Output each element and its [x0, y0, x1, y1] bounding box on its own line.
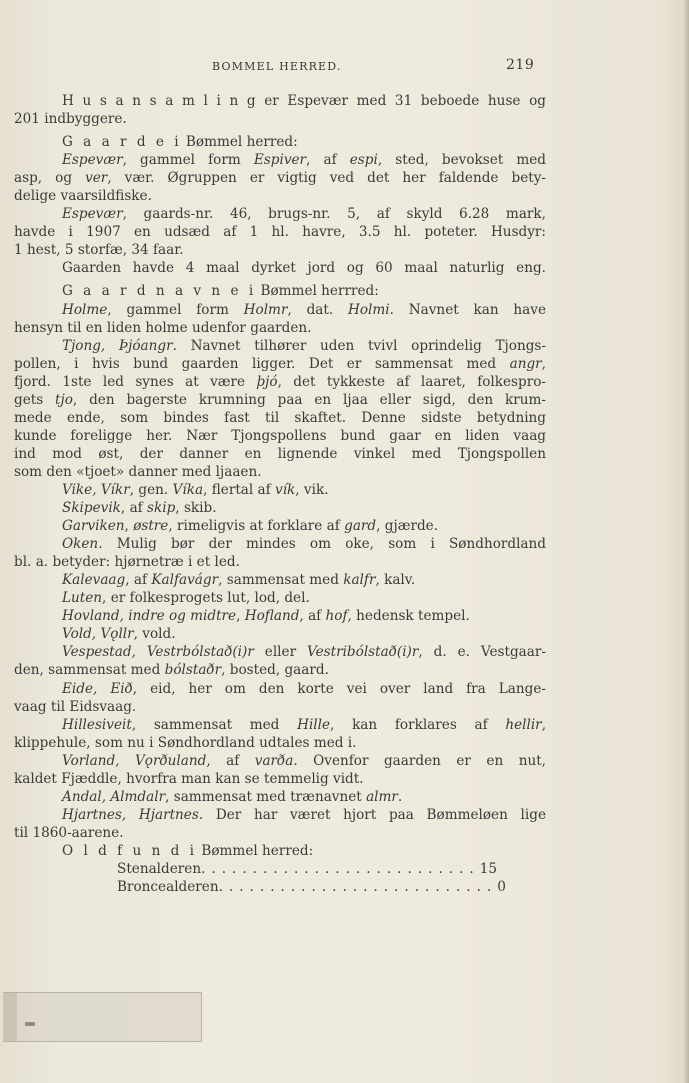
- text-line: 201 indbyggere.: [14, 111, 127, 128]
- tally-value: 15: [479, 860, 498, 877]
- italic-term: Vestribólstað(i)r: [307, 644, 419, 661]
- italic-term: Andal, Almdalr: [62, 788, 166, 805]
- text-line: ind mod øst, der danner en lignende vinkel med Tjongspollen: [14, 445, 546, 462]
- entry-tjong-l3: [14, 373, 546, 391]
- tally-label: Broncealderen: [117, 879, 219, 896]
- text-line: Bømmel herred:: [181, 134, 298, 151]
- text-run: , gen.: [129, 481, 173, 498]
- italic-term: Víka: [172, 481, 204, 498]
- text-run: , rimeligvis at forklare af: [168, 518, 345, 535]
- italic-term: Kalevaag: [62, 572, 126, 589]
- italic-term: Espiver: [253, 152, 307, 169]
- italic-term: Eide, Eið: [62, 680, 133, 697]
- text-run: pollen, i hvis bund gaarden ligger. Det er sammensat med: [14, 355, 510, 372]
- entry-tjong-l8: [14, 463, 546, 481]
- entry-vorland: [14, 752, 546, 770]
- italic-term: angr: [509, 355, 542, 372]
- entry-holme: [14, 301, 546, 319]
- entry-gaardsnr: [14, 205, 546, 223]
- text-line: Gaarden havde 4 maal dyrket jord og 60 maal naturlig eng.: [62, 260, 546, 277]
- entry-tjong-l4: [14, 391, 546, 409]
- text-line: kaldet Fjæddle, hvorfra man kan se temmelig vidt.: [14, 770, 364, 787]
- italic-term: vík: [275, 481, 296, 498]
- text-run: den, sammensat med: [14, 662, 165, 679]
- text-run: gets: [14, 391, 56, 408]
- entry-gaardsnr-cont: [14, 223, 546, 241]
- italic-term: ver: [85, 170, 108, 187]
- text-line: havde i 1907 en udsæd af 1 hl. havre, 3.5 hl. poteter. Husdyr:: [14, 224, 546, 241]
- entry-vike: [14, 481, 546, 499]
- italic-term: Oken: [62, 536, 99, 553]
- italic-term: Holmr: [243, 301, 288, 318]
- entry-holme-cont: [14, 319, 546, 337]
- text-run: , flertal af: [203, 481, 276, 498]
- entry-vespestad-cont: [14, 661, 546, 679]
- italic-term: Tjong, Þjóangr: [62, 337, 173, 354]
- text-run: . Navnet tilhører uden tvivl oprindelig Tjongs-: [172, 337, 546, 354]
- tally-row-broncealderen: [117, 878, 506, 896]
- leader-dots: ...........................: [218, 879, 498, 896]
- entry-eide: [14, 680, 546, 698]
- italic-term: Hille: [297, 716, 331, 733]
- text-run: , kan forklares af: [330, 716, 506, 733]
- text-run: ,: [236, 608, 245, 625]
- text-line: delige vaarsildfiske.: [14, 188, 152, 205]
- text-run: , sammensat med trænavnet: [165, 788, 367, 805]
- text-run: . Mulig bør der mindes om oke, som i Søndhordland: [98, 536, 546, 553]
- entry-luten: [14, 589, 546, 607]
- text-run: , af: [306, 152, 350, 169]
- text-run: , af: [125, 572, 152, 589]
- entry-andal: [14, 788, 546, 806]
- text-line: kunde foreligge her. Nær Tjongspollens bund gaar en liden vaag: [14, 427, 546, 444]
- spaced-heading: G a a r d e i: [62, 134, 182, 151]
- text-run: , kalv.: [375, 572, 416, 589]
- text-run: eller: [253, 644, 308, 661]
- text-line: Bømmel herrred:: [256, 283, 379, 300]
- heading-oldfund: [14, 842, 546, 860]
- text-run: . Der har været hjort paa Bømmeløen lige: [198, 806, 546, 823]
- entry-hjartnes: [14, 806, 546, 824]
- text-run: , er folkesprogets lut, lod, del.: [102, 590, 310, 607]
- entry-hjartnes-cont: [14, 824, 546, 842]
- italic-term: skip: [147, 500, 176, 517]
- italic-term: Garviken: [62, 518, 125, 535]
- page-number: 219: [506, 57, 535, 73]
- text-line: Bømmel herred:: [197, 842, 314, 859]
- text-run: ,: [124, 518, 134, 535]
- text-run: , gammel form: [122, 152, 254, 169]
- italic-term: kalfr: [343, 572, 376, 589]
- italic-term: Hofland: [244, 608, 300, 625]
- paragraph-husansamling: [14, 92, 546, 110]
- italic-term: Luten: [62, 590, 103, 607]
- stamp-bar: [3, 993, 17, 1041]
- text-run: fjord. 1ste led synes at være: [14, 373, 257, 390]
- entry-skipevik: [14, 499, 546, 517]
- italic-term: almr: [366, 788, 398, 805]
- text-line: hensyn til en liden holme udenfor gaarden.: [14, 319, 312, 336]
- italic-term: Kalfavágr: [151, 572, 219, 589]
- paragraph-husansamling-cont: [14, 110, 546, 128]
- entry-hillesiveit: [14, 716, 546, 734]
- paragraph-gaarden: [14, 259, 546, 277]
- text-line: bl. a. betyder: hjørnetræ i et led.: [14, 554, 240, 571]
- text-run: . Ovenfor gaarden er en nut,: [293, 752, 546, 769]
- header-title: BOMMEL HERRED.: [212, 60, 342, 73]
- text-run: , sammensat med: [131, 716, 298, 733]
- italic-term: Espevær: [62, 206, 123, 223]
- entry-tjong-l2: [14, 355, 546, 373]
- italic-term: Hovland, indre og midtre: [62, 608, 237, 625]
- text-run: ,: [541, 716, 547, 733]
- text-line: til 1860-aarene.: [14, 824, 124, 841]
- italic-term: varða: [254, 752, 294, 769]
- italic-term: Espevær: [62, 152, 123, 169]
- text-line: klippehule, som nu i Søndhordland udtales med i.: [14, 734, 357, 751]
- entry-espevaer-end: [14, 187, 546, 205]
- stamp-mark: [25, 1022, 35, 1026]
- text-run: ,: [541, 355, 546, 372]
- entry-oken: [14, 535, 546, 553]
- spaced-heading: O l d f u n d i: [62, 842, 198, 859]
- tally-label: Stenalderen: [117, 860, 202, 877]
- italic-term: tjo: [55, 391, 73, 408]
- italic-term: Holmi: [348, 301, 390, 318]
- italic-term: gard: [344, 518, 377, 535]
- text-line: 1 hest, 5 storfæ, 34 faar.: [14, 242, 184, 259]
- tally-value: 0: [497, 879, 506, 896]
- italic-term: Hillesiveit: [62, 716, 132, 733]
- italic-term: Vespestad, Vestrbólstað(i)r: [62, 644, 254, 661]
- tally-row-stenalderen: [117, 860, 498, 878]
- running-header: [0, 57, 689, 80]
- entry-vespestad: [14, 643, 546, 661]
- entry-vorland-cont: [14, 770, 546, 788]
- leader-dots: ...........................: [201, 860, 480, 877]
- text-run: , d. e. Vestgaar-: [418, 644, 546, 661]
- text-run: .: [397, 788, 403, 805]
- italic-term: hellir: [505, 716, 542, 733]
- italic-term: þjó: [256, 373, 278, 390]
- text-run: , det tykkeste af laaret, folkespro-: [277, 373, 546, 390]
- entry-gaardsnr-end: [14, 241, 546, 259]
- text-run: , vik.: [295, 481, 329, 498]
- text-run: , af: [120, 500, 148, 517]
- library-stamp: [3, 992, 202, 1042]
- text-line: vaag til Eidsvaag.: [14, 698, 137, 715]
- entry-garviken: [14, 517, 546, 535]
- entry-vold: [14, 625, 546, 643]
- text-run: , sammensat med: [218, 572, 344, 589]
- text-run: . Navnet kan have: [389, 301, 547, 318]
- text-run: , gjærde.: [376, 518, 439, 535]
- text-run: , skib.: [175, 500, 217, 517]
- italic-term: hof: [325, 608, 348, 625]
- text-run: , af: [206, 752, 255, 769]
- spaced-heading: G a a r d n a v n e i: [62, 283, 257, 300]
- italic-term: østre: [133, 518, 169, 535]
- heading-gaardnavne: [14, 282, 546, 300]
- entry-oken-cont: [14, 553, 546, 571]
- italic-term: Skipevik: [62, 500, 121, 517]
- body-text: [14, 92, 546, 896]
- text-run: , den bagerste krumning paa en ljaa eller sigd, den krum-: [72, 391, 547, 408]
- heading-gaarde: [14, 133, 546, 151]
- entry-kalevaag: [14, 571, 546, 589]
- italic-term: Hjartnes, Hjartnes: [62, 806, 199, 823]
- text-line: som den «tjoet» danner med ljaaen.: [14, 463, 262, 480]
- italic-term: Vorland, Vǫrðuland: [62, 752, 207, 769]
- entry-hillesiveit-cont: [14, 734, 546, 752]
- italic-term: Vold, Vǫllr: [62, 626, 134, 643]
- entry-tjong-l7: [14, 445, 546, 463]
- entry-hovland: [14, 607, 546, 625]
- text-run: , vær. Øgruppen er vigtig ved det her faldende bety-: [107, 170, 546, 187]
- entry-tjong-l5: [14, 409, 546, 427]
- text-run: asp, og: [14, 170, 86, 187]
- entry-espevaer: [14, 151, 546, 169]
- text-run: , gammel form: [107, 301, 244, 318]
- page-edge-shadow: [683, 0, 689, 1083]
- text-run: , eid, her om den korte vei over land fra Lange-: [132, 680, 546, 697]
- text-line: H u s a n s a m l i n g er Espevær med 31 beboede huse og: [62, 93, 546, 109]
- text-run: , bosted, gaard.: [221, 662, 329, 679]
- text-run: , gaards-nr. 46, brugs-nr. 5, af skyld 6.28 mark,: [122, 206, 546, 223]
- text-line: mede ende, som bindes fast til skaftet. Denne sidste betydning: [14, 409, 546, 426]
- text-run: , hedensk tempel.: [347, 608, 470, 625]
- text-run: , vold.: [133, 626, 176, 643]
- italic-term: Holme: [62, 301, 108, 318]
- entry-eide-cont: [14, 698, 546, 716]
- entry-espevaer-cont: [14, 169, 546, 187]
- text-run: , af: [299, 608, 326, 625]
- text-run: , dat.: [287, 301, 348, 318]
- italic-term: Vike, Víkr: [62, 481, 130, 498]
- text-run: , sted, bevokset med: [377, 152, 546, 169]
- entry-tjong: [14, 337, 546, 355]
- entry-tjong-l6: [14, 427, 546, 445]
- italic-term: espi: [349, 152, 378, 169]
- italic-term: bólstaðr: [164, 662, 222, 679]
